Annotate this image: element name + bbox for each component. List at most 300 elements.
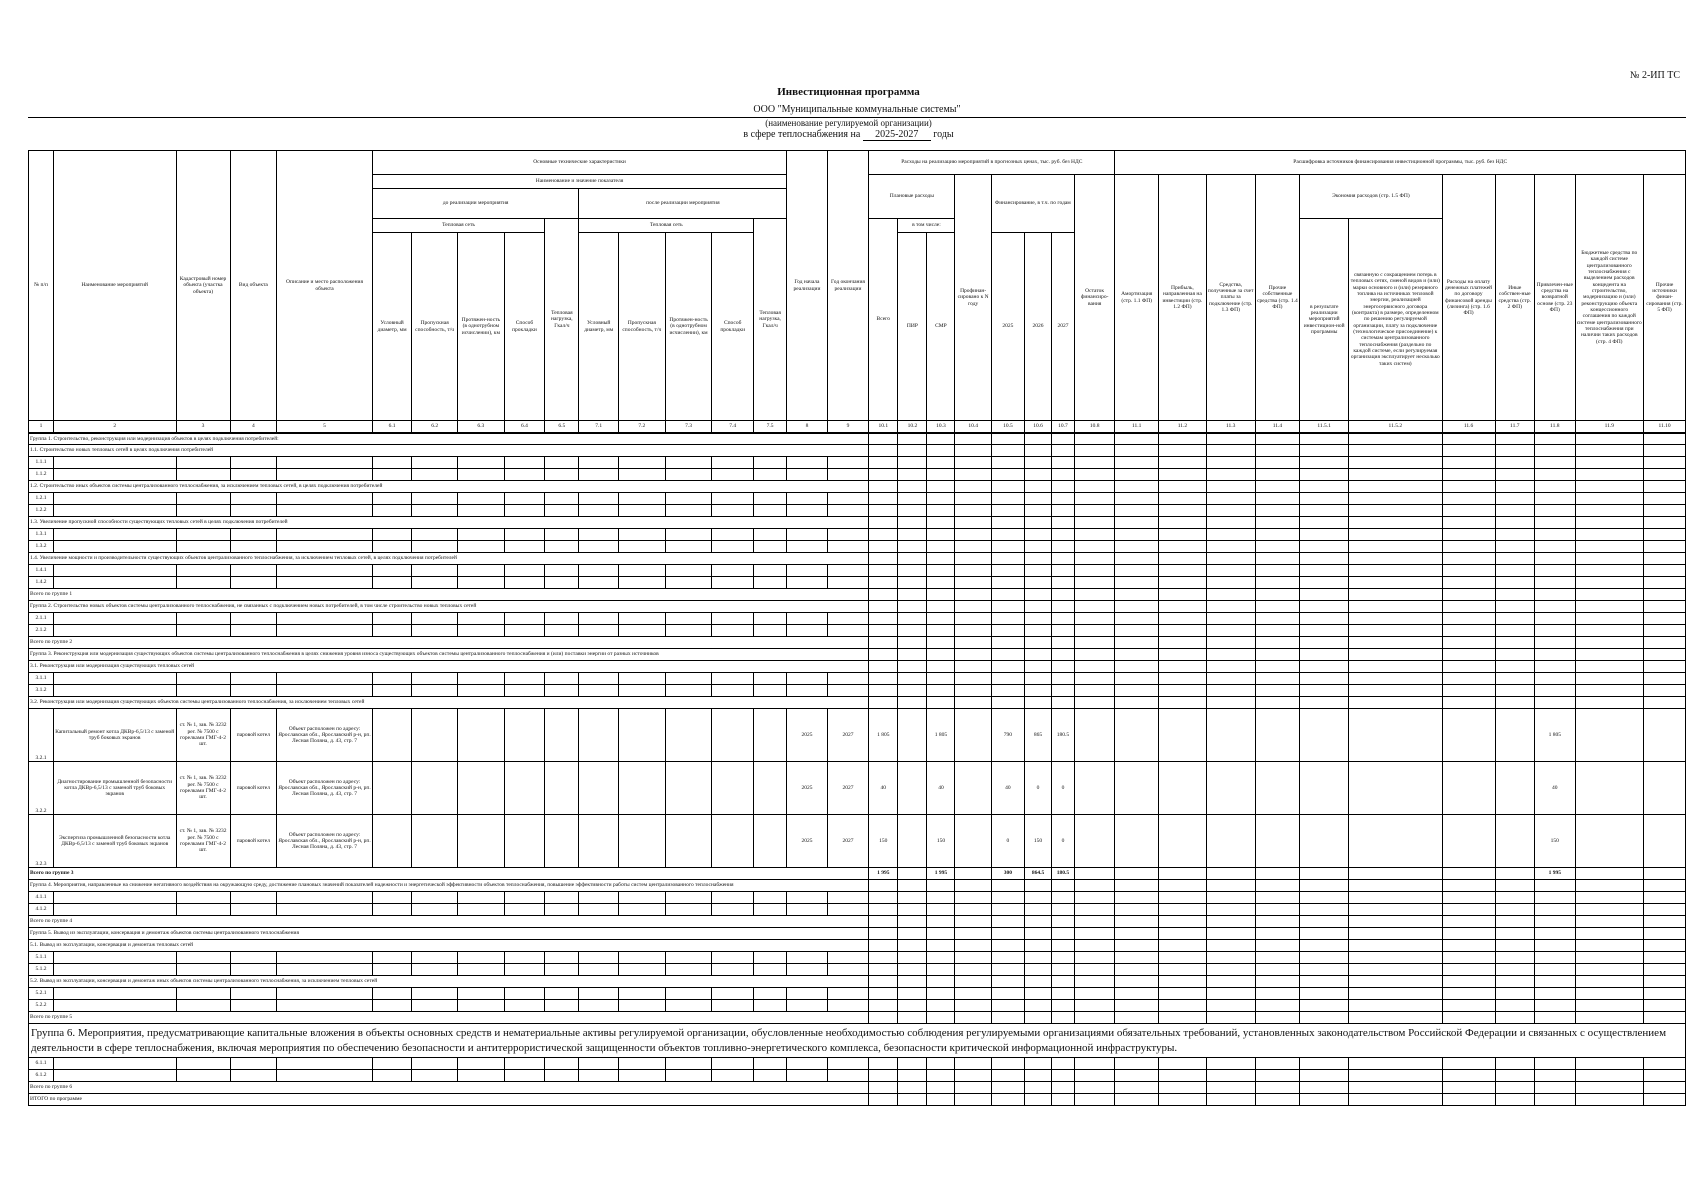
table-cell: [665, 565, 712, 577]
table-cell: [277, 565, 373, 577]
table-cell: [1255, 625, 1300, 637]
table-cell: [1495, 1094, 1534, 1106]
table-cell: [1052, 589, 1075, 601]
table-cell: [712, 673, 754, 685]
table-cell: [1052, 976, 1075, 988]
column-number: 10.8: [1074, 421, 1115, 433]
table-cell: [1206, 445, 1255, 457]
table-cell: [372, 529, 411, 541]
table-cell: [753, 904, 786, 916]
table-cell: [827, 493, 869, 505]
table-cell: [53, 1058, 176, 1070]
table-cell: [898, 553, 927, 565]
table-cell: [1495, 868, 1534, 880]
table-cell: [277, 988, 373, 1000]
table-cell: [1300, 940, 1349, 952]
section-label: Всего по группе 3: [29, 868, 869, 880]
table-cell: [457, 1000, 504, 1012]
table-cell: [869, 457, 898, 469]
item-number: 1.1.1: [29, 457, 54, 469]
table-cell: [1495, 952, 1534, 964]
table-cell: [618, 673, 665, 685]
sphere-prefix: в сфере теплоснабжения на: [743, 129, 861, 140]
table-cell: [1115, 553, 1159, 565]
project-other-sources: 40: [1535, 762, 1576, 815]
project-object-type: паровой котел: [230, 815, 277, 868]
table-cell: [1644, 529, 1686, 541]
table-cell: [412, 505, 458, 517]
table-cell: [1644, 517, 1686, 529]
table-cell: [1349, 445, 1442, 457]
table-cell: [1300, 916, 1349, 928]
col-header-heat-load-after: Тепловая нагрузка, Гкал/ч: [753, 219, 786, 421]
table-cell: [927, 1094, 955, 1106]
table-cell: [991, 637, 1024, 649]
table-cell: [1495, 517, 1534, 529]
project-num: 3.2.1: [29, 709, 54, 762]
table-cell: [618, 815, 665, 868]
table-cell: [753, 493, 786, 505]
table-cell: [1159, 928, 1207, 940]
table-cell: [665, 815, 712, 868]
table-cell: [665, 762, 712, 815]
table-cell: [1115, 1000, 1159, 1012]
table-cell: [53, 625, 176, 637]
table-cell: [1025, 541, 1052, 553]
table-cell: [1206, 928, 1255, 940]
table-cell: [991, 553, 1024, 565]
table-cell: [1074, 577, 1115, 589]
table-cell: [1495, 445, 1534, 457]
table-cell: [991, 661, 1024, 673]
table-cell: [1644, 762, 1686, 815]
table-cell: [1025, 649, 1052, 661]
table-cell: [927, 541, 955, 553]
table-cell: [545, 613, 579, 625]
table-cell: [1025, 697, 1052, 709]
table-cell: [898, 940, 927, 952]
table-cell: [1206, 589, 1255, 601]
table-cell: [955, 481, 991, 493]
table-cell: [991, 1070, 1024, 1082]
table-cell: [1442, 940, 1495, 952]
table-cell: [991, 1012, 1024, 1024]
table-cell: [1025, 505, 1052, 517]
section-row: [29, 649, 1686, 661]
table-cell: [787, 565, 828, 577]
table-cell: [1535, 433, 1576, 445]
item-row: [29, 469, 1686, 481]
table-cell: [1644, 868, 1686, 880]
section-row: [29, 697, 1686, 709]
table-cell: [1644, 649, 1686, 661]
table-cell: [277, 613, 373, 625]
column-number: 8: [787, 421, 828, 433]
table-cell: [372, 613, 411, 625]
table-cell: [955, 505, 991, 517]
table-cell: [1442, 469, 1495, 481]
table-cell: [1495, 1058, 1534, 1070]
table-cell: [927, 697, 955, 709]
project-start: 2025: [787, 709, 828, 762]
table-cell: [1535, 565, 1576, 577]
column-number: 11.1: [1115, 421, 1159, 433]
table-cell: [898, 529, 927, 541]
table-cell: [1349, 637, 1442, 649]
table-cell: [1535, 697, 1576, 709]
table-cell: [230, 565, 277, 577]
item-number: 5.2.2: [29, 1000, 54, 1012]
item-row: [29, 625, 1686, 637]
table-cell: [230, 673, 277, 685]
table-cell: [1349, 505, 1442, 517]
table-cell: [665, 988, 712, 1000]
table-cell: [1255, 1094, 1300, 1106]
table-cell: [898, 685, 927, 697]
table-cell: [1052, 1058, 1075, 1070]
table-cell: [176, 892, 230, 904]
table-cell: [1442, 964, 1495, 976]
table-cell: [1206, 613, 1255, 625]
table-cell: [1074, 928, 1115, 940]
table-cell: [53, 673, 176, 685]
table-cell: [1300, 673, 1349, 685]
table-cell: [753, 1058, 786, 1070]
project-end: 2027: [827, 709, 869, 762]
investment-table-frame: [28, 150, 1686, 1180]
table-cell: [1255, 928, 1300, 940]
table-cell: [1206, 964, 1255, 976]
table-cell: [504, 988, 545, 1000]
table-cell: [176, 505, 230, 517]
table-cell: [372, 493, 411, 505]
table-cell: [869, 928, 898, 940]
col-header-2025: 2025: [991, 233, 1024, 421]
table-cell: [955, 625, 991, 637]
table-cell: [1575, 685, 1644, 697]
table-cell: [1495, 625, 1534, 637]
table-cell: [1442, 1000, 1495, 1012]
table-cell: [1025, 577, 1052, 589]
table-cell: [1495, 1000, 1534, 1012]
table-cell: [176, 541, 230, 553]
table-cell: [1074, 553, 1115, 565]
table-cell: [869, 445, 898, 457]
table-cell: [53, 952, 176, 964]
table-cell: [1074, 1000, 1115, 1012]
table-cell: [1349, 625, 1442, 637]
project-y2026: 0: [1025, 762, 1052, 815]
table-cell: [1206, 481, 1255, 493]
table-cell: [1349, 577, 1442, 589]
table-cell: [1115, 625, 1159, 637]
table-cell: [712, 709, 754, 762]
table-cell: [176, 1058, 230, 1070]
table-cell: [1495, 1082, 1534, 1094]
section-row: [29, 976, 1686, 988]
item-row: [29, 1000, 1686, 1012]
col-header-other-funds: Иные собствен-ные средства (стр. 2 ФП): [1495, 175, 1534, 421]
table-cell: [1575, 553, 1644, 565]
table-cell: [898, 445, 927, 457]
item-row: [29, 964, 1686, 976]
table-cell: [869, 469, 898, 481]
table-cell: [753, 613, 786, 625]
col-header-length-after: Протяжен-ность (в однотрубном исчислении), км: [665, 233, 712, 421]
table-cell: [1255, 880, 1300, 892]
table-cell: [955, 601, 991, 613]
table-cell: [991, 577, 1024, 589]
table-cell: [618, 577, 665, 589]
table-cell: [1025, 1000, 1052, 1012]
table-cell: [1535, 505, 1576, 517]
table-cell: [1300, 589, 1349, 601]
table-cell: [504, 904, 545, 916]
col-header-amortization: Амортизация (стр. 1.1 ФП): [1115, 175, 1159, 421]
project-description: Объект расположен по адресу: Ярославская обл., Ярославский р-н, рп. Лесная Поляна, д. 43, стр. 7: [277, 709, 373, 762]
table-cell: [457, 1058, 504, 1070]
table-cell: [1206, 505, 1255, 517]
table-cell: [1535, 1012, 1576, 1024]
table-cell: [1255, 565, 1300, 577]
col-header-sources: Расшифровка источников финансирования инвестиционной программы, тыс. руб. без НДС: [1115, 151, 1686, 175]
table-cell: [1575, 445, 1644, 457]
table-cell: [869, 904, 898, 916]
table-cell: [712, 1000, 754, 1012]
table-cell: [1644, 613, 1686, 625]
table-cell: [1255, 661, 1300, 673]
table-cell: [1575, 577, 1644, 589]
col-header-costs: Расходы на реализацию мероприятий в прогнозных ценах, тыс. руб. без НДС: [869, 151, 1115, 175]
col-header-economy-b: связанную с сокращением потерь в тепловых сетях, сменой видов и (или) марки основного и (или) резервного топлива на источниках тепловой энергии, реализацией энергосервисного договора (контракта) в размере, определенном по решению регулируемой организации, плату за подключение (технологическое присоединение) к системам централизованного теплоснабжения (раздельно по каждой системе, если регулируемая организация эксплуатирует несколько таких систем): [1349, 219, 1442, 421]
item-number: 1.2.2: [29, 505, 54, 517]
table-cell: [1644, 880, 1686, 892]
table-cell: [1255, 964, 1300, 976]
table-cell: [1025, 553, 1052, 565]
table-cell: [504, 577, 545, 589]
table-cell: [1206, 553, 1255, 565]
table-cell: [665, 952, 712, 964]
table-cell: [1115, 433, 1159, 445]
table-cell: [1074, 685, 1115, 697]
table-cell: [1115, 541, 1159, 553]
table-cell: [1255, 1000, 1300, 1012]
table-cell: [1644, 709, 1686, 762]
table-cell: [955, 815, 991, 868]
table-cell: [955, 493, 991, 505]
table-cell: [504, 565, 545, 577]
table-cell: [1206, 565, 1255, 577]
table-cell: [991, 649, 1024, 661]
table-cell: [955, 433, 991, 445]
table-cell: [1025, 445, 1052, 457]
table-cell: [1025, 940, 1052, 952]
table-cell: [457, 762, 504, 815]
table-cell: [991, 892, 1024, 904]
table-cell: [1495, 637, 1534, 649]
table-cell: [1074, 988, 1115, 1000]
table-cell: [787, 1070, 828, 1082]
table-cell: [53, 613, 176, 625]
table-cell: [991, 625, 1024, 637]
col-header-remainder: Остаток финансиро-вания: [1074, 175, 1115, 421]
table-cell: [412, 892, 458, 904]
table-cell: [53, 1070, 176, 1082]
table-cell: [991, 988, 1024, 1000]
table-cell: [898, 505, 927, 517]
table-cell: [955, 661, 991, 673]
table-cell: [1052, 1012, 1075, 1024]
table-cell: [1442, 565, 1495, 577]
table-cell: [1644, 964, 1686, 976]
table-cell: [504, 709, 545, 762]
table-cell: [898, 1070, 927, 1082]
table-cell: [1644, 904, 1686, 916]
table-cell: [504, 815, 545, 868]
table-cell: [1575, 505, 1644, 517]
table-cell: [176, 469, 230, 481]
table-cell: [1025, 613, 1052, 625]
table-cell: [898, 493, 927, 505]
project-cadastral: ст. № 1, зав. № 3232 рег. № 7500 с горелками ГМГ-4-2 шт.: [176, 815, 230, 868]
table-cell: [753, 529, 786, 541]
table-cell: [1159, 469, 1207, 481]
table-cell: [1074, 613, 1115, 625]
document-title: Инвестиционная программа: [777, 86, 920, 98]
table-cell: [1255, 1070, 1300, 1082]
table-cell: [712, 625, 754, 637]
table-cell: [579, 577, 618, 589]
table-cell: [869, 529, 898, 541]
item-row: [29, 952, 1686, 964]
table-cell: [1300, 481, 1349, 493]
table-cell: [869, 661, 898, 673]
table-cell: [1442, 613, 1495, 625]
table-cell: [955, 565, 991, 577]
item-number: 1.1.2: [29, 469, 54, 481]
table-cell: [1052, 637, 1075, 649]
table-cell: [1255, 709, 1300, 762]
table-cell: [955, 880, 991, 892]
table-cell: [1349, 685, 1442, 697]
table-cell: [1535, 904, 1576, 916]
table-cell: [1115, 1058, 1159, 1070]
table-cell: [1074, 493, 1115, 505]
table-cell: [372, 457, 411, 469]
table-cell: [1159, 1000, 1207, 1012]
table-cell: [1535, 613, 1576, 625]
table-cell: [712, 1058, 754, 1070]
table-cell: [1349, 815, 1442, 868]
table-cell: [1300, 577, 1349, 589]
table-cell: [1206, 815, 1255, 868]
table-cell: [1300, 493, 1349, 505]
table-cell: [898, 637, 927, 649]
table-cell: [1074, 505, 1115, 517]
table-cell: [1644, 976, 1686, 988]
table-cell: [1255, 904, 1300, 916]
table-cell: [753, 1070, 786, 1082]
table-cell: [1300, 1094, 1349, 1106]
table-cell: [1300, 517, 1349, 529]
column-number: 6.2: [412, 421, 458, 433]
table-cell: [1495, 529, 1534, 541]
table-cell: [1495, 988, 1534, 1000]
table-cell: [457, 529, 504, 541]
table-cell: [1206, 1094, 1255, 1106]
table-cell: [277, 892, 373, 904]
col-header-tech-chars: Основные технические характеристики: [372, 151, 786, 175]
table-cell: [504, 1000, 545, 1012]
table-cell: [1052, 892, 1075, 904]
table-cell: [898, 928, 927, 940]
table-cell: [504, 762, 545, 815]
table-cell: [1349, 1082, 1442, 1094]
table-cell: [898, 880, 927, 892]
table-cell: [1575, 1070, 1644, 1082]
table-cell: [1300, 697, 1349, 709]
table-cell: [927, 1082, 955, 1094]
table-cell: [1206, 762, 1255, 815]
table-cell: [712, 892, 754, 904]
table-cell: [665, 1000, 712, 1012]
table-cell: [898, 762, 927, 815]
section-label: Всего по группе 6: [29, 1082, 869, 1094]
table-cell: [827, 964, 869, 976]
table-cell: [1349, 928, 1442, 940]
table-cell: [991, 469, 1024, 481]
table-cell: [1206, 1082, 1255, 1094]
table-cell: [927, 601, 955, 613]
table-cell: [712, 815, 754, 868]
table-cell: [927, 892, 955, 904]
table-cell: [1644, 565, 1686, 577]
sphere-line: [0, 129, 1697, 141]
table-cell: [955, 649, 991, 661]
table-cell: [991, 493, 1024, 505]
table-cell: [1255, 433, 1300, 445]
table-cell: [712, 988, 754, 1000]
table-cell: [1255, 952, 1300, 964]
table-cell: [869, 1082, 898, 1094]
column-number: 7.4: [712, 421, 754, 433]
col-header-length-before: Протяжен-ность (в однотрубном исчислении), км: [457, 233, 504, 421]
table-cell: [412, 964, 458, 976]
table-cell: [827, 1000, 869, 1012]
table-cell: [545, 709, 579, 762]
table-cell: [927, 481, 955, 493]
table-cell: [753, 709, 786, 762]
table-cell: [277, 952, 373, 964]
table-cell: [1349, 601, 1442, 613]
table-cell: [1575, 661, 1644, 673]
item-number: 5.1.2: [29, 964, 54, 976]
table-cell: [991, 964, 1024, 976]
table-cell: [1535, 445, 1576, 457]
table-cell: [277, 505, 373, 517]
col-header-2027: 2027: [1052, 233, 1075, 421]
table-cell: [1644, 1082, 1686, 1094]
table-cell: [1575, 613, 1644, 625]
table-cell: [955, 964, 991, 976]
column-number: 10.6: [1025, 421, 1052, 433]
table-cell: [1535, 589, 1576, 601]
table-cell: [1074, 916, 1115, 928]
section-label: 3.1. Реконструкция или модернизация существующих тепловых сетей: [29, 661, 869, 673]
table-cell: [665, 613, 712, 625]
table-cell: [1115, 904, 1159, 916]
table-cell: [1349, 1012, 1442, 1024]
